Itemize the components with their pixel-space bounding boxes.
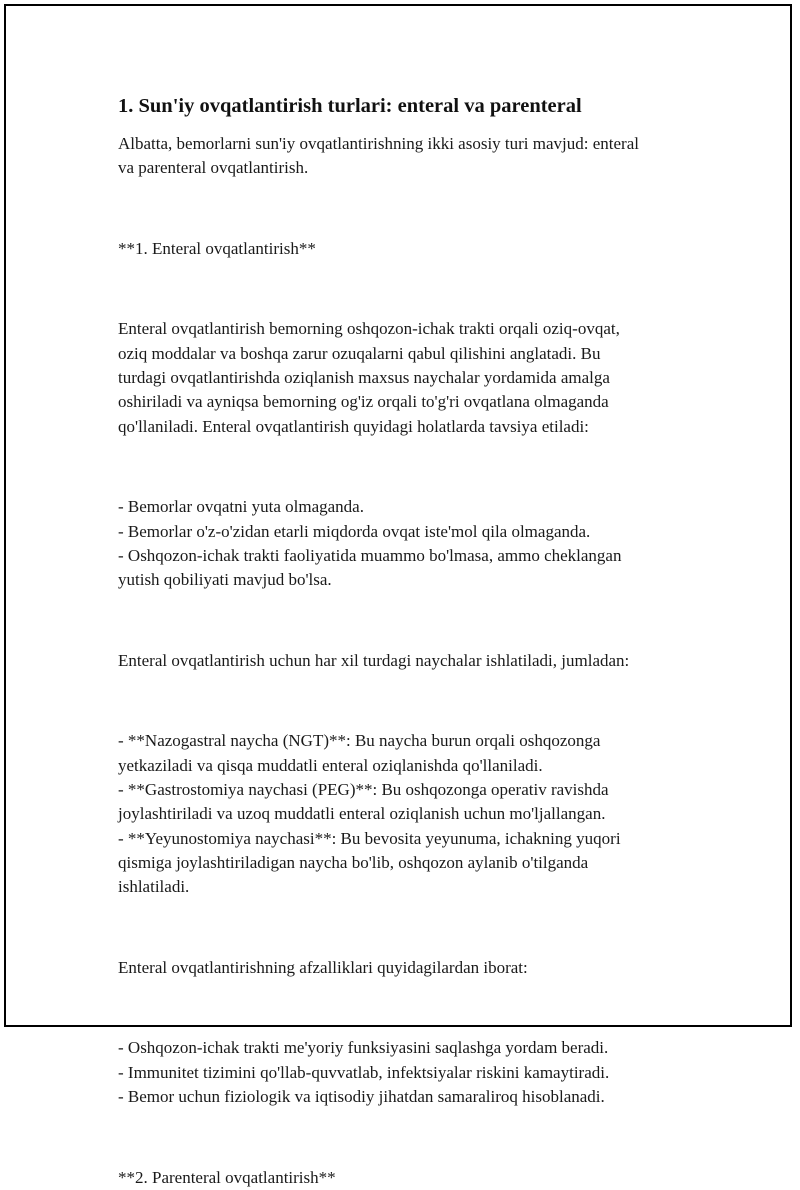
blank-line [118, 1125, 698, 1149]
text-line: turdagi ovqatlantirishda oziqlanish maxsus naychalar yordamida amalga [118, 368, 610, 388]
text-line: yetkaziladi va qisqa muddatli enteral oziqlanishda qo'llaniladi. [118, 755, 543, 775]
text-line: - Bemorlar o'z-o'zidan etarli miqdorda ovqat iste'mol qila olmaganda. [118, 521, 591, 541]
text-line: yutish qobiliyati mavjud bo'lsa. [118, 570, 332, 590]
text-line: Enteral ovqatlantirish bemorning oshqozon-ichak trakti orqali oziq-ovqat, [118, 319, 620, 339]
text-line: qo'llaniladi. Enteral ovqatlantirish quyidagi holatlarda tavsiya etiladi: [118, 416, 589, 436]
text-line: ishlatiladi. [118, 877, 190, 897]
text-line: va parenteral ovqatlantirish. [118, 158, 309, 178]
blank-line [118, 915, 698, 939]
text-line: joylashtiriladi va uzoq muddatli enteral oziqlanish uchun mo'ljallangan. [118, 804, 606, 824]
text-line: Enteral ovqatlantirishning afzalliklari quyidagilardan iborat: [118, 957, 528, 977]
text-line: - Oshqozon-ichak trakti me'yoriy funksiyasini saqlashga yordam beradi. [118, 1038, 609, 1058]
section-heading: 1. Sun'iy ovqatlantirish turlari: enteral va parenteral [118, 95, 582, 117]
text-line: oshiriladi va ayniqsa bemorning og'iz orqali to'g'ri ovqatlana olmaganda [118, 392, 609, 412]
text-line: - **Gastrostomiya naychasi (PEG)**: Bu oshqozonga operativ ravishda [118, 779, 609, 799]
text-line: - Immunitet tizimini qo'llab-quvvatlab, infektsiyalar riskini kamaytiradi. [118, 1062, 610, 1082]
blank-line [118, 455, 698, 479]
text-line: Albatta, bemorlarni sun'iy ovqatlantirishning ikki asosiy turi mavjud: enteral [118, 134, 639, 153]
text-line: Enteral ovqatlantirish uchun har xil turdagi naychalar ishlatiladi, jumladan: [118, 650, 630, 670]
text-line: **2. Parenteral ovqatlantirish** [118, 1167, 336, 1187]
text-line: qismiga joylashtiriladigan naycha bo'lib, oshqozon aylanib o'tilganda [118, 852, 589, 872]
text-line: - **Nazogastral naycha (NGT)**: Bu naycha burun orqali oshqozonga [118, 731, 601, 751]
blank-line [118, 608, 698, 632]
document-body [118, 132, 698, 1190]
text-line: oziq moddalar va boshqa zarur ozuqalarni qabul qilishini anglatadi. Bu [118, 343, 601, 363]
text-line: - Oshqozon-ichak trakti faoliyatida muammo bo'lmasa, ammo cheklangan [118, 545, 622, 565]
blank-line [118, 689, 698, 713]
text-line: **1. Enteral ovqatlantirish** [118, 238, 316, 258]
blank-line [118, 996, 698, 1020]
document-content [118, 92, 698, 1190]
text-line: - Bemorlar ovqatni yuta olmaganda. [118, 497, 364, 517]
text-line: - **Yeyunostomiya naychasi**: Bu bevosita yeyunuma, ichakning yuqori [118, 828, 621, 848]
blank-line [118, 197, 698, 221]
text-line: - Bemor uchun fiziologik va iqtisodiy jihatdan samaraliroq hisoblanadi. [118, 1086, 605, 1106]
blank-line [118, 277, 698, 301]
